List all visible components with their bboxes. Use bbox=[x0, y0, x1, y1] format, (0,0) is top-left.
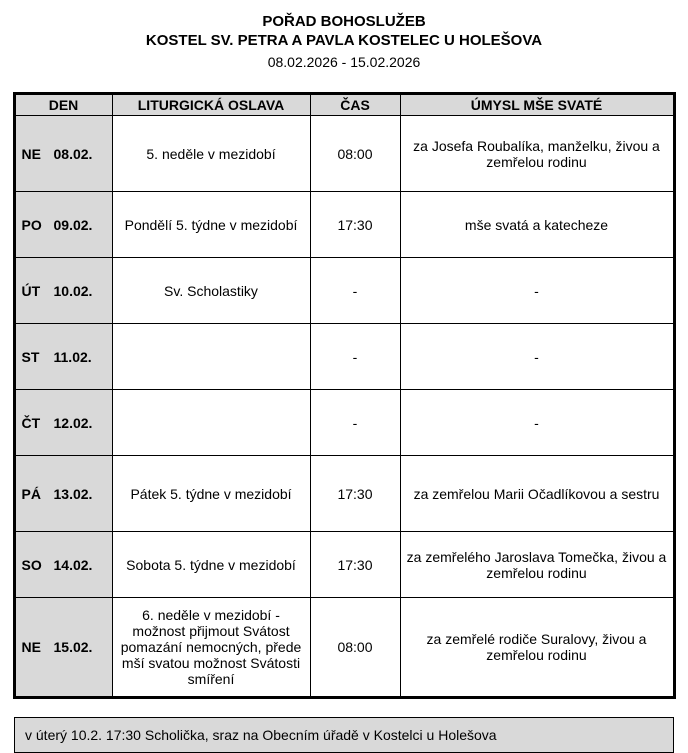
celebration-cell: Sobota 5. týdne v mezidobí bbox=[112, 532, 310, 598]
intention-cell: - bbox=[400, 258, 674, 324]
day-date: 13.02. bbox=[53, 485, 93, 502]
intention-cell: za zemřelého Jaroslava Tomečka, živou a zemřelou rodinu bbox=[400, 532, 674, 598]
intention-cell: za zemřelou Marii Očadlíkovou a sestru bbox=[400, 456, 674, 532]
schedule-table bbox=[13, 92, 676, 699]
table-row bbox=[14, 324, 674, 390]
time-cell: 17:30 bbox=[310, 532, 400, 598]
day-abbr: ST bbox=[21, 348, 40, 365]
church-name: KOSTEL SV. PETRA A PAVLA KOSTELEC U HOLEŠOVA bbox=[145, 32, 543, 49]
column-header-oslava: LITURGICKÁ OSLAVA bbox=[112, 94, 310, 116]
time-cell: - bbox=[310, 324, 400, 390]
table-row bbox=[14, 116, 674, 192]
intention-cell: za zemřelé rodiče Suralovy, živou a zemřelou rodinu bbox=[400, 598, 674, 698]
day-cell bbox=[14, 258, 112, 324]
column-header-den: DEN bbox=[14, 94, 112, 116]
day-abbr: NE bbox=[21, 145, 41, 162]
celebration-cell: 6. neděle v mezidobí - možnost přijmout Svátost pomazání nemocných, přede mší svatou možnost Svátosti smíření bbox=[112, 598, 310, 698]
time-cell: 08:00 bbox=[310, 598, 400, 698]
day-abbr: ČT bbox=[21, 414, 41, 431]
day-date: 09.02. bbox=[53, 216, 93, 233]
celebration-cell: Sv. Scholastiky bbox=[112, 258, 310, 324]
footer-note: v úterý 10.2. 17:30 Scholička, sraz na Obecním úřadě v Kostelci u Holešova bbox=[14, 717, 674, 753]
day-cell bbox=[14, 116, 112, 192]
day-date: 12.02. bbox=[53, 414, 93, 431]
intention-cell: - bbox=[400, 324, 674, 390]
table-row bbox=[14, 390, 674, 456]
time-cell: 17:30 bbox=[310, 456, 400, 532]
day-date: 14.02. bbox=[53, 556, 93, 573]
time-cell: 17:30 bbox=[310, 192, 400, 258]
header-row bbox=[14, 94, 674, 116]
table-row bbox=[14, 598, 674, 698]
intention-cell: mše svatá a katecheze bbox=[400, 192, 674, 258]
day-date: 10.02. bbox=[53, 282, 93, 299]
column-header-cas: ČAS bbox=[310, 94, 400, 116]
document-header bbox=[0, 12, 688, 71]
day-cell bbox=[14, 456, 112, 532]
table-row bbox=[14, 258, 674, 324]
intention-cell: - bbox=[400, 390, 674, 456]
time-cell: - bbox=[310, 390, 400, 456]
date-range: 08.02.2026 - 15.02.2026 bbox=[267, 54, 421, 70]
celebration-cell bbox=[112, 390, 310, 456]
day-date: 08.02. bbox=[53, 145, 93, 162]
day-abbr: PO bbox=[21, 216, 42, 233]
column-header-umysl: ÚMYSL MŠE SVATÉ bbox=[400, 94, 674, 116]
table-row bbox=[14, 192, 674, 258]
celebration-cell: Pondělí 5. týdne v mezidobí bbox=[112, 192, 310, 258]
table-header bbox=[14, 94, 674, 116]
celebration-cell bbox=[112, 324, 310, 390]
intention-cell: za Josefa Roubalíka, manželku, živou a zemřelou rodinu bbox=[400, 116, 674, 192]
time-cell: - bbox=[310, 258, 400, 324]
day-date: 11.02. bbox=[53, 348, 92, 365]
day-cell bbox=[14, 324, 112, 390]
day-abbr: NE bbox=[21, 639, 41, 655]
table-row bbox=[14, 532, 674, 598]
time-cell: 08:00 bbox=[310, 116, 400, 192]
day-date: 15.02. bbox=[53, 639, 93, 655]
day-cell bbox=[14, 390, 112, 456]
day-abbr: SO bbox=[21, 556, 42, 573]
day-abbr: PÁ bbox=[21, 485, 41, 502]
day-abbr: ÚT bbox=[21, 282, 41, 299]
day-cell bbox=[14, 532, 112, 598]
day-cell bbox=[14, 598, 112, 698]
table-row bbox=[14, 456, 674, 532]
table-body bbox=[14, 116, 674, 698]
page-title: POŘAD BOHOSLUŽEB bbox=[262, 13, 426, 30]
day-cell bbox=[14, 192, 112, 258]
celebration-cell: 5. neděle v mezidobí bbox=[112, 116, 310, 192]
celebration-cell: Pátek 5. týdne v mezidobí bbox=[112, 456, 310, 532]
